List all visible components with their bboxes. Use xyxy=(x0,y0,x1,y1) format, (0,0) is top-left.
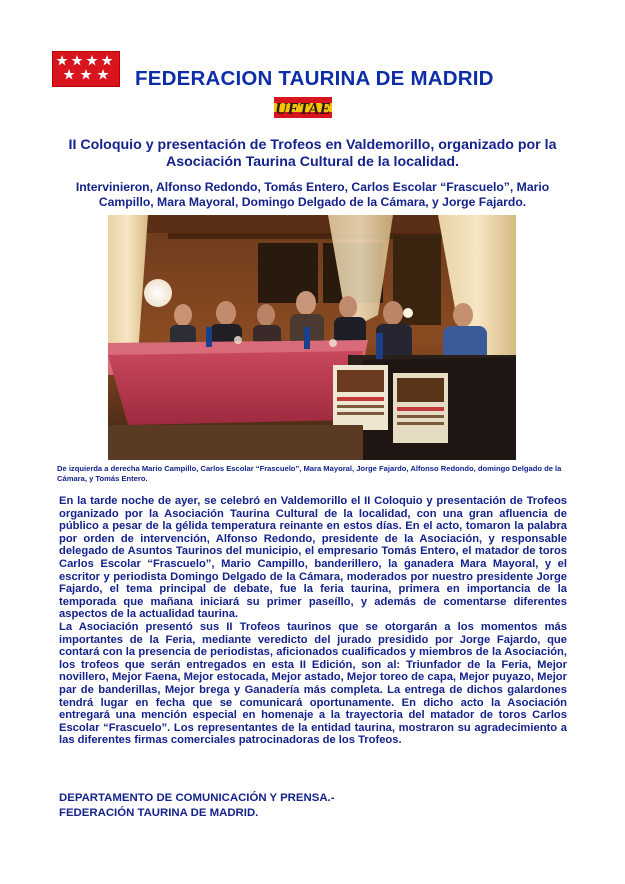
uftae-logo-icon xyxy=(270,94,336,122)
uftae-logo xyxy=(270,94,336,122)
uftae-logo-text: UFTAE xyxy=(275,99,331,118)
article-body xyxy=(59,495,567,747)
event-photo xyxy=(108,215,516,460)
body-paragraph-2: La Asociación presentó sus II Trofeos taurinos que se otorgarán a los momentos más importantes de la Feria, mediante veredicto del jurado presidido por Jorge Fajardo, que contará con la presencia de periodistas, aficionados cualificados y miembros de la Asociación, los trofeos que serán entregados en esta II Edición, son al: Triunfador de la Feria, Mejor novillero, Mejor Faena, Mejor estocada, Mejor astado, Mejor toreo de capa, Mejor puyazo, Mejor par de banderillas, Mejor brega y Ganadería más completa. La entrega de dichos galardones tendrá lugar en fecha que se comunicará oportunamente. En dicho acto la Asociación entregará una mención especial en homenaje a la trayectoria del matador de toros Carlos Escolar “Frascuelo”. Los representantes de la entidad taurina, mostraron su agradecimiento a las diferentes firmas comerciales patrocinadoras de los Trofeos. xyxy=(59,620,567,747)
footer-department: DEPARTAMENTO DE COMUNICACIÓN Y PRENSA.- xyxy=(59,792,335,804)
article-subheadline: Intervinieron, Alfonso Redondo, Tomás Entero, Carlos Escolar “Frascuelo”, Mario Campillo, Mara Mayoral, Domingo Delgado de la Cámara, y Jorge Fajardo. xyxy=(75,180,550,209)
photo-caption: De izquierda a derecha Mario Campillo, Carlos Escolar “Frascuelo”, Mara Mayoral, Jorge Fajardo, Alfonso Redondo, domingo Delgado de la Cámara, y Tomás Entero. xyxy=(57,464,562,483)
article-headline: II Coloquio y presentación de Trofeos en Valdemorillo, organizado por la Asociación Taurina Cultural de la localidad. xyxy=(68,137,557,170)
footer-federation: FEDERACIÓN TAURINA DE MADRID. xyxy=(59,807,259,819)
article-footer xyxy=(59,791,567,821)
madrid-flag-icon xyxy=(52,51,120,87)
federation-title: FEDERACION TAURINA DE MADRID xyxy=(135,67,494,90)
body-paragraph-1: En la tarde noche de ayer, se celebró en Valdemorillo el II Coloquio y presentación de Trofeos organizado por la Asociación Taurina Cultural de la localidad, con una gran afluencia de público a pesar de la gélida temperatura reinante en estos días. En el acto, tomaron la palabra por orden de intervención, Alfonso Redondo, presidente de la Asociación, y responsable delegado de Asuntos Taurinos del municipio, el empresario Tomás Entero, el matador de toros Carlos Escolar “Frascuelo”, Mario Campillo, banderillero, la ganadera Mara Mayoral, y el escritor y periodista Domingo Delgado de la Cámara, moderados por nuestro presidente Jorge Fajardo, el tema principal de debate, fue la feria taurina, primera en importancia de la temporada que mañana iniciará su primer paseíllo, y además de comentarse diferentes aspectos de la actualidad taurina. xyxy=(59,495,567,621)
